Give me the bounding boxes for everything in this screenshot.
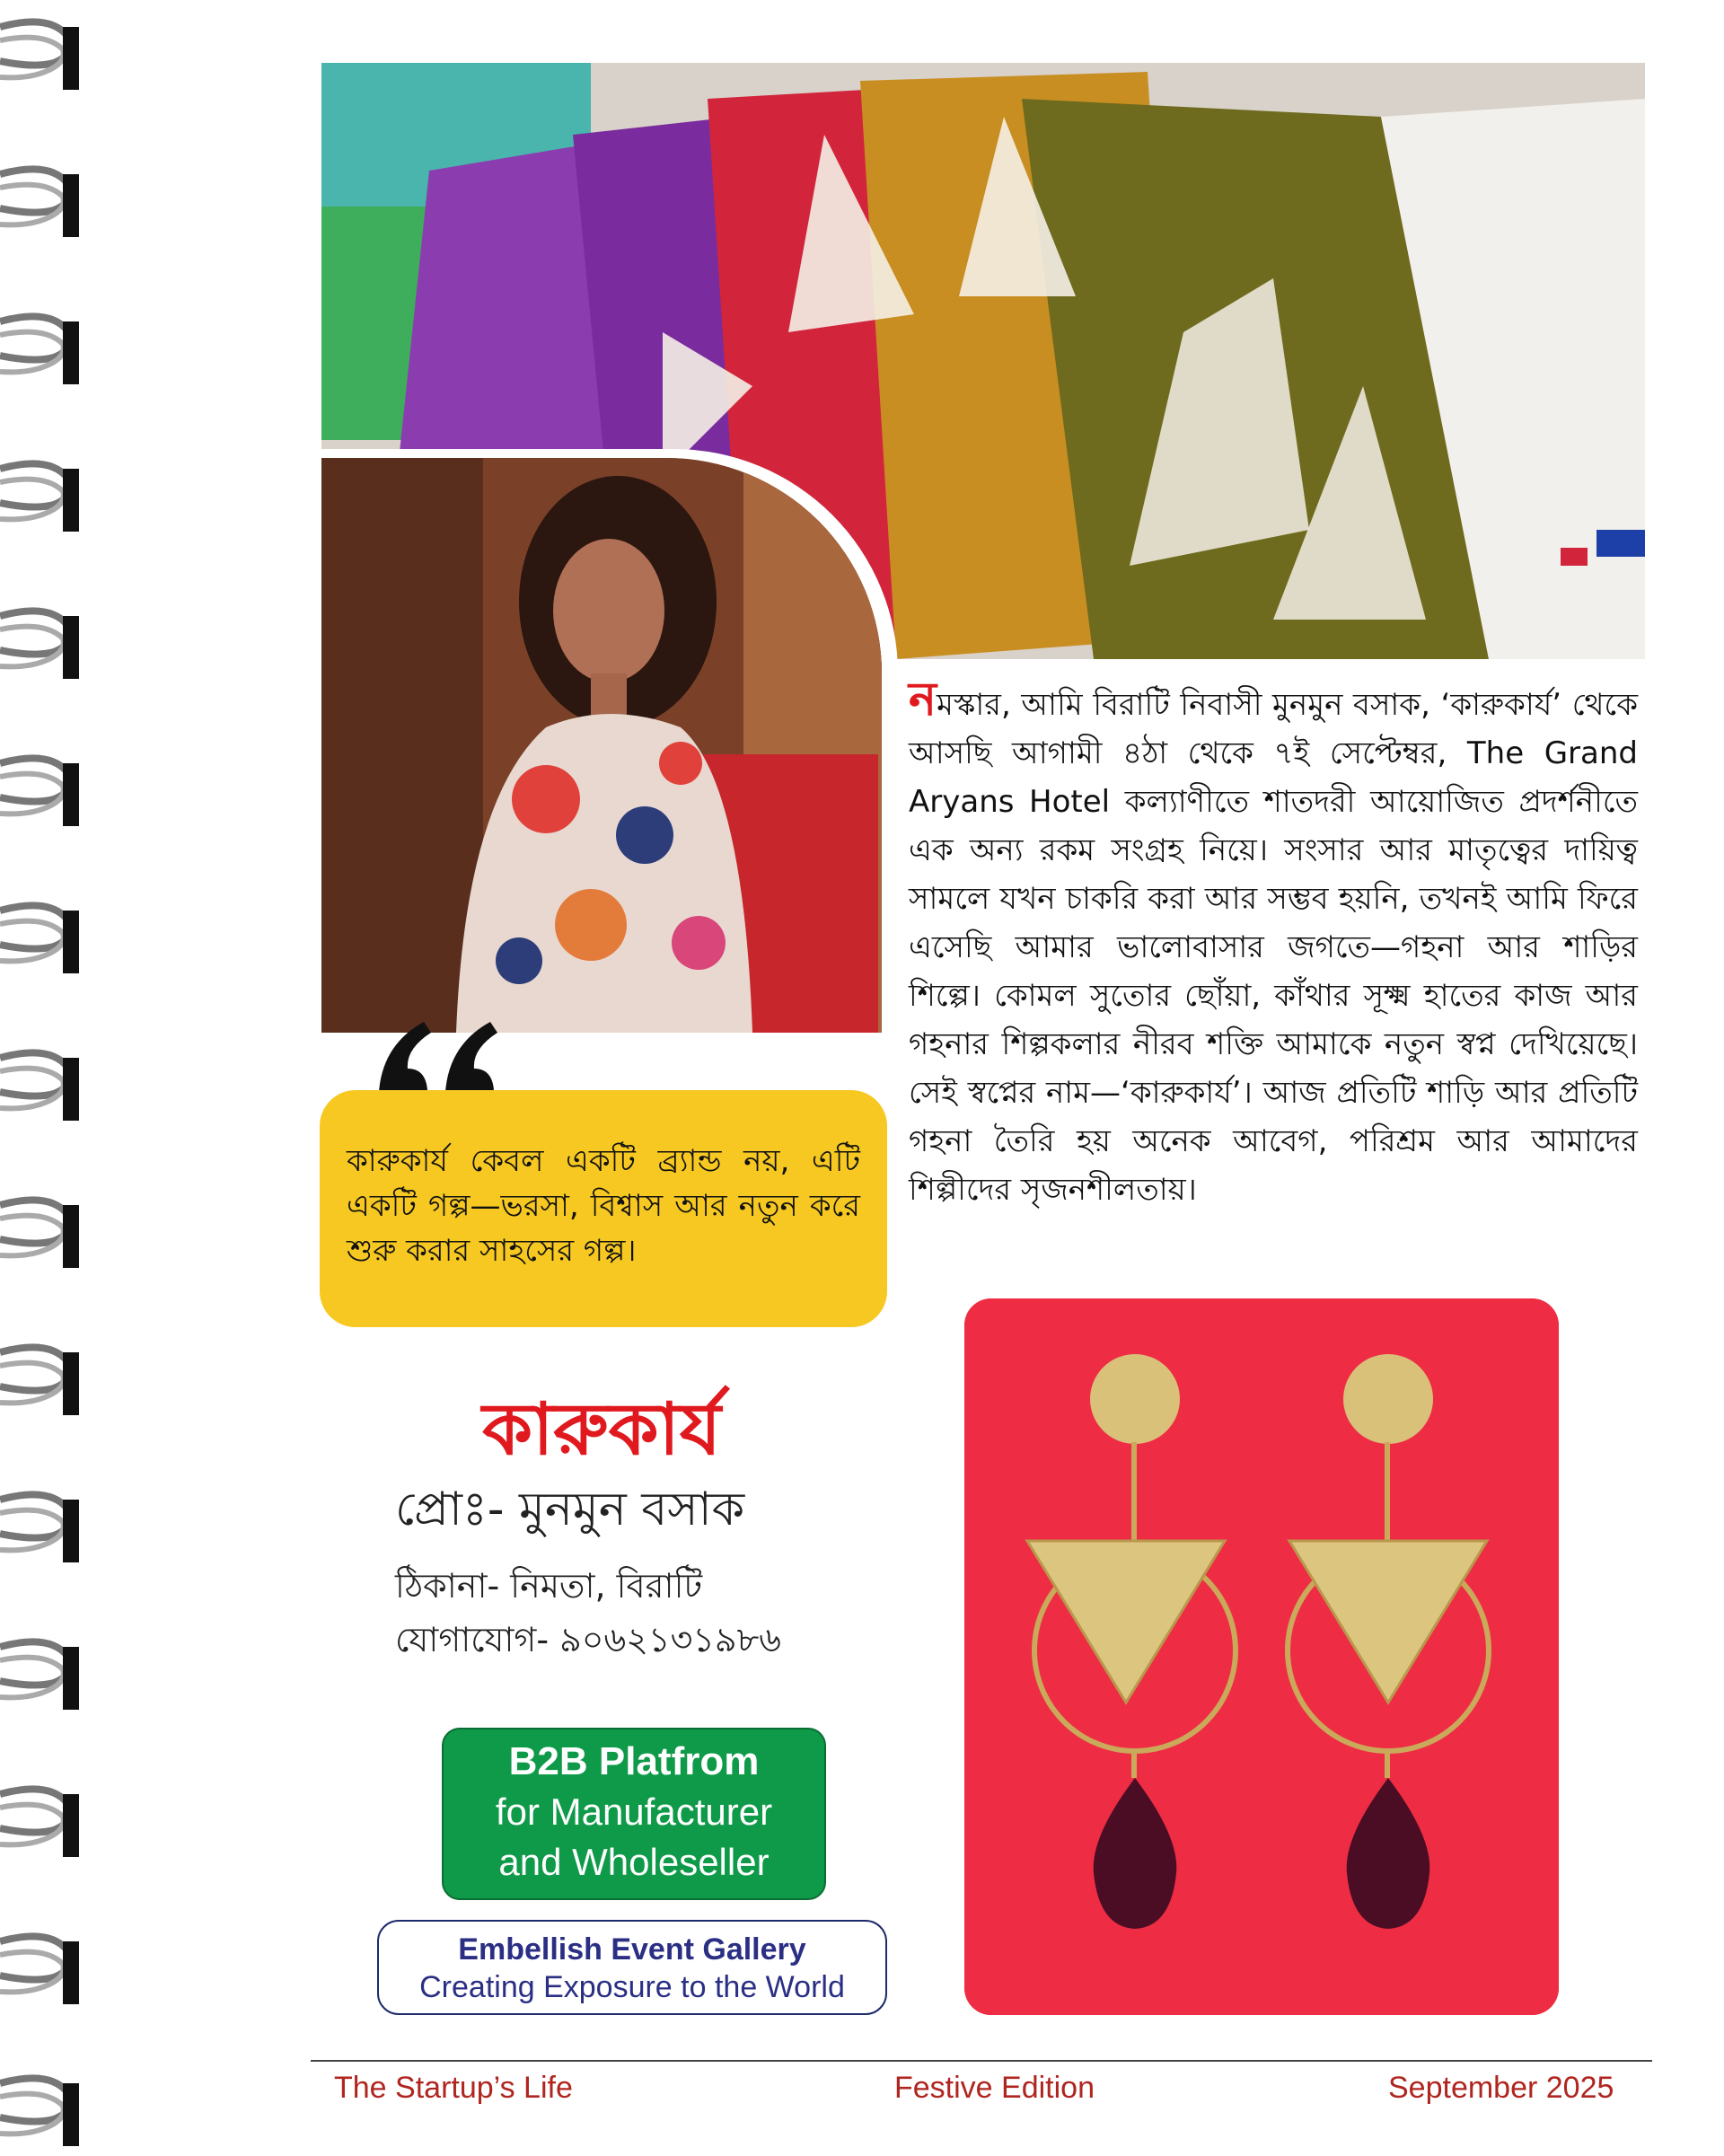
earrings-photo [964,1298,1559,2015]
binding-ring-icon [0,9,90,99]
binding-ring-icon [0,745,90,835]
woman-portrait-image [321,458,882,1033]
brand-contact: যোগাযোগ- ৯০৬২১৩১৯৮৬ [395,1620,781,1659]
binding-ring-icon [0,451,90,541]
footer-magazine-name: The Startup’s Life [334,2071,573,2105]
spiral-binding [0,0,90,2156]
binding-ring-icon [0,598,90,688]
binding-ring-icon [0,893,90,982]
footer-edition: Festive Edition [894,2071,1095,2105]
owner-portrait-photo [321,458,882,1033]
binding-ring-icon [0,1629,90,1719]
footer-date: September 2025 [1388,2071,1614,2105]
portrait-frame [314,449,898,1042]
article-body [909,675,1638,1214]
gallery-subtitle: Creating Exposure to the World [419,1970,845,2004]
drop-cap: ন [909,673,937,726]
b2b-line-2: and Wholeseller [498,1841,770,1883]
brand-name: কারুকার্য [482,1387,721,1471]
binding-ring-icon [0,1482,90,1571]
binding-ring-icon [0,156,90,246]
b2b-platform-badge [442,1728,826,1900]
binding-ring-icon [0,2065,90,2155]
brand-address: ঠিকানা- নিমতা, বিরাটি [395,1566,703,1606]
b2b-line-1: for Manufacturer [495,1791,773,1833]
earrings-image [964,1298,1559,2015]
binding-ring-icon [0,1187,90,1277]
binding-ring-icon [0,1040,90,1130]
proprietor-name: প্রোঃ- মুনমুন বসাক [395,1483,745,1536]
footer-divider [311,2060,1652,2062]
article-text: মস্কার, আমি বিরাটি নিবাসী মুনমুন বসাক, ‘কারুকার্য’ থেকে আসছি আগামী ৪ঠা থেকে ৭ই সেপ্টেম্বর, The Grand Aryans Hotel কল্যাণীতে শাতদরী আয়োজিত প্রদর্শনীতে এক অন্য রকম সংগ্রহ নিয়ে। সংসার আর মাতৃত্বের দায়িত্ব সামলে যখন চাকরি করা আর সম্ভব হয়নি, তখনই আমি ফিরে এসেছি আমার ভালোবাসার জগতে—গহনা আর শাড়ির শিল্পে। কোমল সুতোর ছোঁয়া, কাঁথার সূক্ষ্ম হাতের কাজ আর গহনার শিল্পকলার নীরব শক্তি আমাকে নতুন স্বপ্ন দেখিয়েছে। সেই স্বপ্নের নাম—‘কারুকার্য’। আজ প্রতিটি শাড়ি আর প্রতিটি গহনা তৈরি হয় অনেক আবেগ, পরিশ্রম আর আমাদের শিল্পীদের সৃজনশীলতায়। [909,687,1638,1208]
binding-ring-icon [0,1923,90,2013]
event-gallery-badge [377,1920,887,2015]
quote-text: কারুকার্য কেবল একটি ব্র্যান্ড নয়, এটি একটি গল্প—ভরসা, বিশ্বাস আর নতুন করে শুরু করার সাহসের গল্প। [347,1143,860,1269]
gallery-title: Embellish Event Gallery [458,1932,806,1967]
binding-ring-icon [0,1776,90,1866]
binding-ring-icon [0,1334,90,1424]
b2b-title: B2B Platfrom [508,1739,760,1783]
binding-ring-icon [0,304,90,393]
quote-callout [320,1090,887,1327]
